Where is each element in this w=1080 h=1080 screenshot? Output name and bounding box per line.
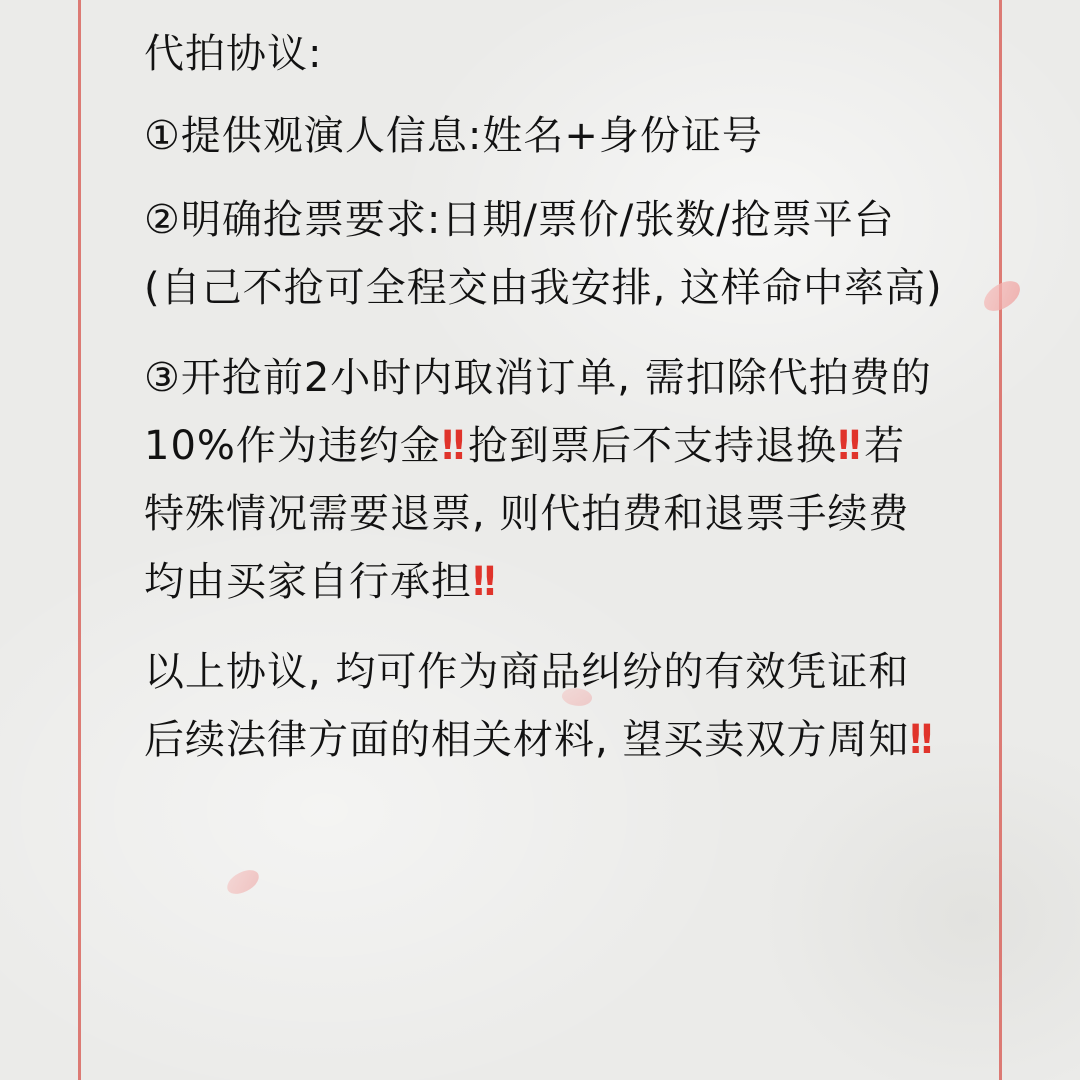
agreement-closing: [144, 638, 944, 774]
petal-icon: [224, 867, 263, 897]
agreement-text: [144, 20, 944, 796]
agreement-item-3-part-1: ③开抢前2小时内取消订单, 需扣除代拍费的10%作为违约金: [144, 355, 932, 469]
double-exclamation-icon: ‼: [472, 559, 491, 605]
agreement-closing-text: 以上协议, 均可作为商品纠纷的有效凭证和后续法律方面的相关材料, 望买卖双方周知: [144, 649, 910, 763]
double-exclamation-icon: ‼: [441, 423, 460, 469]
double-exclamation-icon: ‼: [910, 717, 928, 763]
double-exclamation-icon: ‼: [837, 423, 856, 469]
agreement-item-2: ②明确抢票要求:日期/票价/张数/抢票平台 (自己不抢可全程交由我安排, 这样命中率高): [144, 197, 943, 311]
agreement-item-3-part-3: 若特殊情况需要退票, 则代拍费和退票手续费均由买家自行承担: [144, 423, 910, 605]
right-border-line: [999, 0, 1002, 1080]
agreement-item-3-part-2: 抢到票后不支持退换: [467, 423, 837, 469]
agreement-item-1: ①提供观演人信息:姓名+身份证号: [144, 113, 763, 159]
agreement-title: 代拍协议:: [144, 31, 323, 77]
left-border-line: [78, 0, 81, 1080]
agreement-item-3: [144, 344, 944, 616]
petal-icon: [979, 277, 1025, 316]
